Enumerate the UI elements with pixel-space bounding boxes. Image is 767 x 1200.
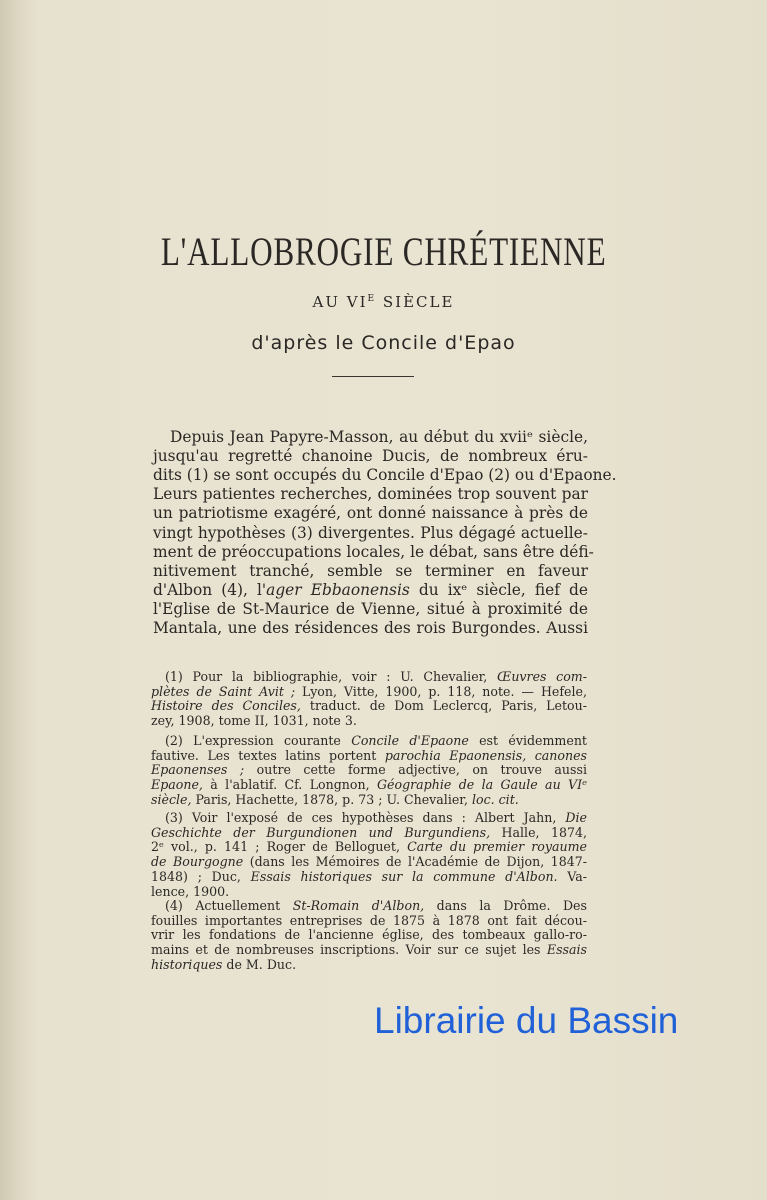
text-segment: parochia Epaonensis, canones [384,747,587,763]
text-line [153,542,594,562]
text-segment: Va- [557,868,587,884]
text-line [153,600,588,619]
text-segment: (3) Voir l'exposé de ces hypothèses dans : Albert Jahn, [165,810,566,825]
text-segment: St-Romain d'Albon, [292,898,425,913]
text-line [151,957,587,972]
divider [332,376,414,377]
byline: d'après le Concile d'Epao [251,332,516,354]
subtitle-sup: E [367,294,377,304]
text-segment: historiques [151,956,223,972]
text-segment: Essais historiques sur la commune d'Albon. [250,868,558,884]
text-segment: jusqu'au regretté chanoine Ducis, de nombreux éru- [153,447,588,466]
text-segment: ager Ebbaonensis [266,580,410,599]
text-segment: Epaone, [151,777,203,793]
text-line [151,713,587,728]
text-segment: siècle, [151,791,192,807]
text-line [165,669,587,684]
text-segment: Depuis Jean Papyre-Masson, au début du xviiᵉ siècle, [170,428,588,446]
text-line [153,504,588,523]
text-segment: lence, 1900. [151,883,230,899]
text-line [170,428,588,447]
text-line [153,524,588,543]
text-segment: (1) Pour la bibliographie, voir : U. Chevalier, [165,669,497,684]
text-segment: à l'ablatif. Cf. Longnon, [202,777,377,793]
text-segment: traduct. de Dom Leclercq, Paris, Letou- [300,698,587,714]
subtitle [0,293,767,311]
text-segment: Géographie de la Gaule au VIᵉ [377,777,587,793]
text-segment: (dans les Mémoires de l'Académie de Dijon, 1847- [243,854,587,870]
page-title [0,228,767,275]
text-segment: dits (1) se sont occupés du Concile d'Epao (2) ou d'Epaone. [153,466,617,485]
text-line [151,927,587,942]
text-segment: un patriotisme exagéré, ont donné naissance à près de [153,504,588,523]
text-line [151,839,587,854]
text-segment: 1848) ; Duc, [151,868,251,884]
text-segment: l'Eglise de St-Maurice de Vienne, situé à proximité de [153,599,588,618]
text-segment: zey, 1908, tome II, 1031, note 3. [151,713,357,729]
text-line [151,869,587,884]
text-segment: vingt hypothèses (3) divergentes. Plus dégagé actuelle- [153,523,588,542]
title-text: L'ALLOBROGIE CHRÉTIENNE [160,229,607,274]
text-line [153,466,617,485]
text-line [165,810,587,825]
text-segment: mains et de nombreuses inscriptions. Voir sur ce sujet les [151,942,547,958]
text-line [153,562,588,581]
text-segment: vrir les fondations de l'ancienne église, des tombeaux gallo-ro- [151,927,587,943]
text-segment: plètes de Saint Avit ; [151,683,296,699]
text-segment: Œuvres com- [497,669,588,684]
watermark: Librairie du Bassin [374,1000,679,1041]
text-line [151,698,587,713]
text-segment: (2) L'expression courante [165,733,352,748]
text-segment: Mantala, une des résidences des rois Burgondes. Aussi [153,619,588,637]
text-segment: Lyon, Vitte, 1900, p. 118, note. — Hefele, [295,683,587,699]
text-segment: 2ᵉ vol., p. 141 ; Roger de Belloguet, [151,839,408,855]
text-segment: fautive. Les textes latins portent [151,747,385,763]
text-segment: Epaonenses ; [151,762,245,778]
text-line [151,792,587,807]
text-line [151,884,587,899]
text-segment: Concile d'Epaone [351,733,469,748]
text-segment: Histoire des Conciles, [151,698,301,714]
text-line [153,581,588,600]
text-line [165,898,587,913]
text-segment: loc. cit. [471,791,519,807]
text-segment: du ixᵉ siècle, fief de [409,580,588,599]
subtitle-prefix: AU VI [312,293,368,311]
text-segment: dans la Drôme. Des [424,898,587,913]
text-line [151,825,587,840]
text-segment: fouilles importantes entreprises de 1875 à 1878 ont fait décou- [151,912,587,928]
text-segment: Leurs patientes recherches, dominées trop souvent par [153,485,588,504]
text-segment: outre cette forme adjective, on trouve aussi [244,762,587,778]
text-line [153,619,588,638]
text-segment: nitivement tranché, semble se terminer en faveur [153,561,588,580]
text-segment: (4) Actuellement [165,898,293,913]
text-segment: de Bourgogne [151,854,244,870]
text-segment: Paris, Hachette, 1878, p. 73 ; U. Chevalier, [191,791,472,807]
text-line [151,854,587,869]
text-line [151,684,587,699]
text-segment: ment de préoccupations locales, le débat, sans être défi- [153,542,594,561]
text-segment: Die [565,810,587,825]
text-line [153,485,588,504]
text-segment: est évidemment [468,733,587,748]
text-segment: de M. Duc. [222,956,297,972]
text-segment: Geschichte der Burgundionen und Burgundiens, [151,824,491,840]
text-line [165,733,587,748]
text-line [151,762,587,777]
text-segment: Carte du premier royaume [407,839,587,855]
text-line [151,748,587,763]
text-segment: Essais [546,942,587,958]
text-segment: Halle, 1874, [490,824,588,840]
subtitle-suffix: SIÈCLE [376,293,455,311]
text-segment: d'Albon (4), l' [153,580,267,599]
text-line [151,777,587,792]
text-line [153,447,588,466]
text-line [151,913,587,928]
text-line [151,942,587,957]
